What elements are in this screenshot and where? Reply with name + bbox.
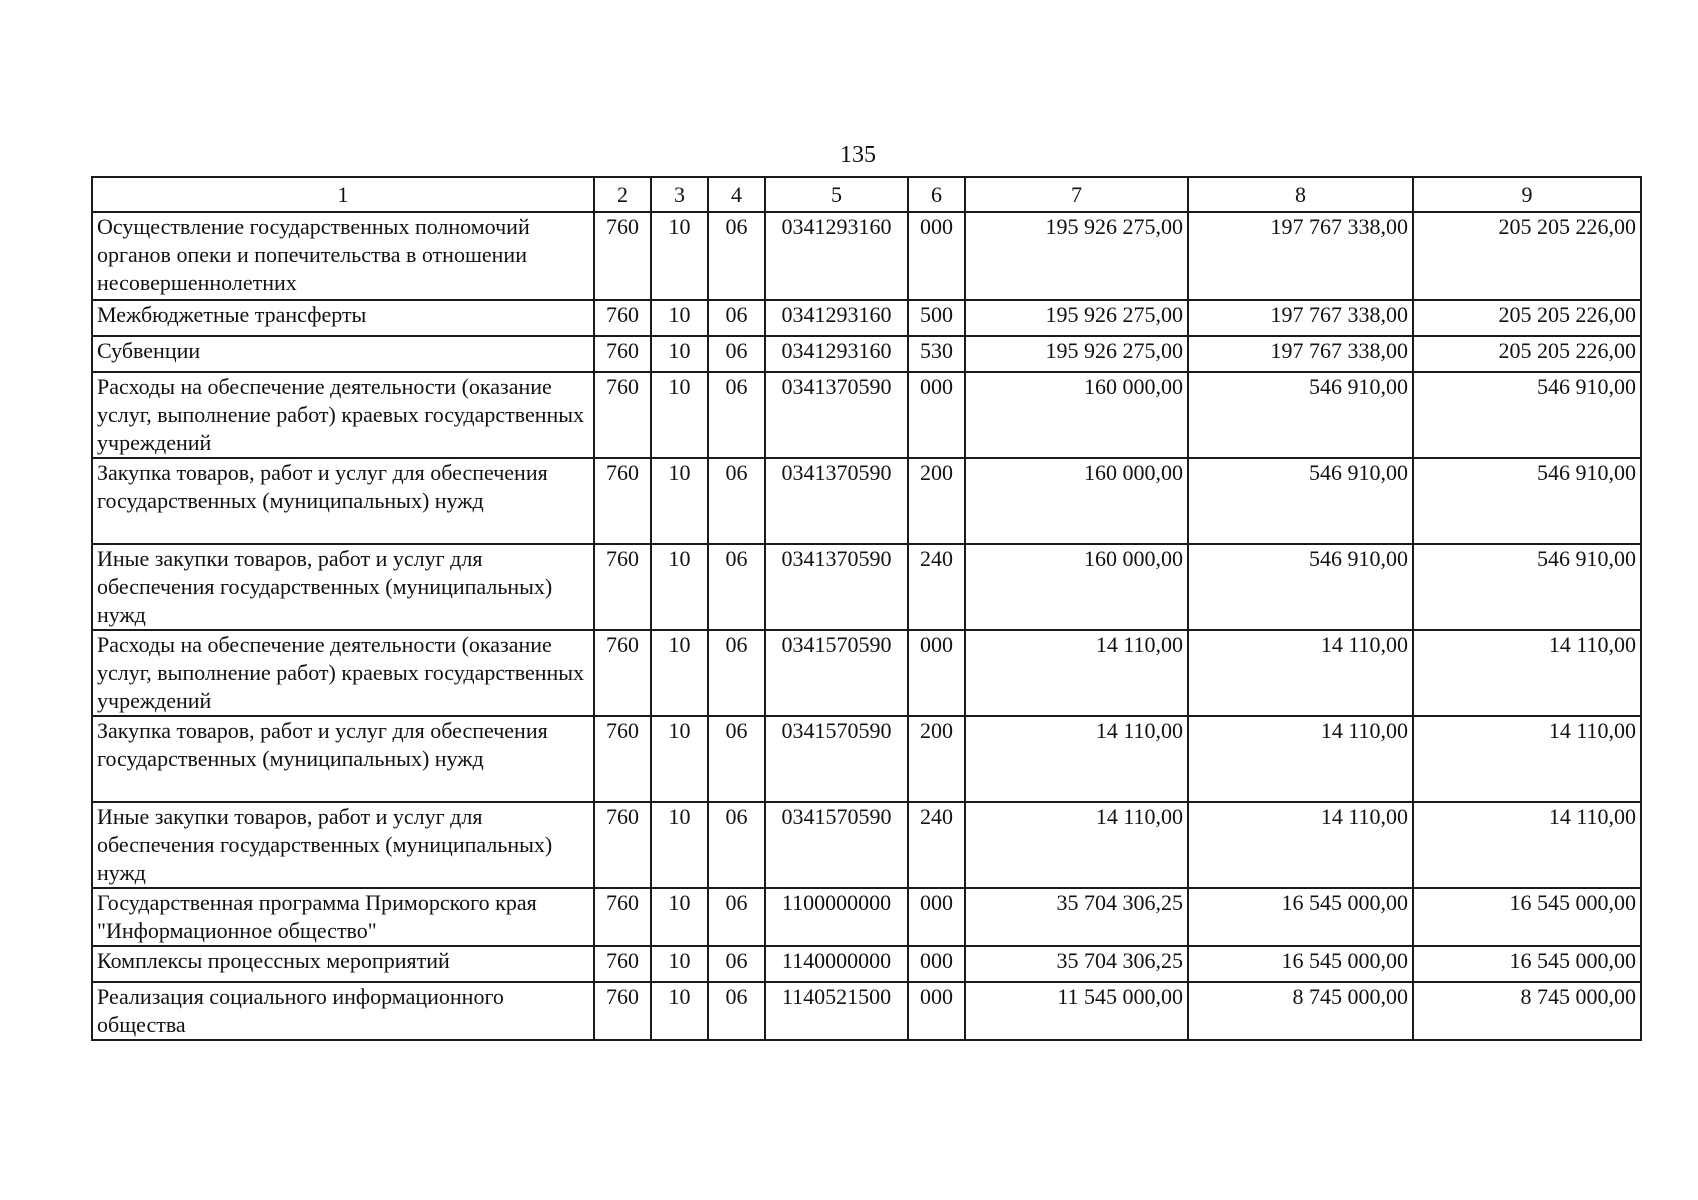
expense-type-code: 200 bbox=[908, 716, 965, 802]
amount-year-1: 195 926 275,00 bbox=[965, 336, 1188, 372]
ministry-code: 760 bbox=[594, 982, 651, 1040]
amount-year-3: 8 745 000,00 bbox=[1413, 982, 1641, 1040]
expense-name: Субвенции bbox=[92, 336, 594, 372]
section-code: 10 bbox=[651, 716, 708, 802]
ministry-code: 760 bbox=[594, 544, 651, 630]
table-row bbox=[92, 458, 1641, 544]
expense-name: Реализация социального информационного общества bbox=[92, 982, 594, 1040]
subsection-code: 06 bbox=[708, 802, 765, 888]
ministry-code: 760 bbox=[594, 946, 651, 982]
column-header: 8 bbox=[1188, 177, 1413, 212]
budget-table bbox=[91, 176, 1642, 1041]
amount-year-3: 14 110,00 bbox=[1413, 630, 1641, 716]
expense-type-code: 530 bbox=[908, 336, 965, 372]
expense-name: Закупка товаров, работ и услуг для обеспечения государственных (муниципальных) нужд bbox=[92, 716, 594, 802]
amount-year-3: 14 110,00 bbox=[1413, 802, 1641, 888]
column-header: 9 bbox=[1413, 177, 1641, 212]
section-code: 10 bbox=[651, 336, 708, 372]
ministry-code: 760 bbox=[594, 336, 651, 372]
ministry-code: 760 bbox=[594, 888, 651, 946]
amount-year-1: 14 110,00 bbox=[965, 630, 1188, 716]
amount-year-2: 546 910,00 bbox=[1188, 544, 1413, 630]
table-row bbox=[92, 802, 1641, 888]
amount-year-2: 197 767 338,00 bbox=[1188, 300, 1413, 336]
table-row bbox=[92, 336, 1641, 372]
section-code: 10 bbox=[651, 458, 708, 544]
expense-type-code: 000 bbox=[908, 372, 965, 458]
target-item-code: 0341570590 bbox=[765, 630, 908, 716]
expense-name: Расходы на обеспечение деятельности (оказание услуг, выполнение работ) краевых государственных учреждений bbox=[92, 372, 594, 458]
target-item-code: 1100000000 bbox=[765, 888, 908, 946]
column-header: 6 bbox=[908, 177, 965, 212]
amount-year-2: 546 910,00 bbox=[1188, 458, 1413, 544]
section-code: 10 bbox=[651, 630, 708, 716]
target-item-code: 0341293160 bbox=[765, 336, 908, 372]
subsection-code: 06 bbox=[708, 458, 765, 544]
amount-year-1: 160 000,00 bbox=[965, 458, 1188, 544]
amount-year-1: 195 926 275,00 bbox=[965, 300, 1188, 336]
table-row bbox=[92, 372, 1641, 458]
expense-type-code: 000 bbox=[908, 946, 965, 982]
expense-name: Осуществление государственных полномочий органов опеки и попечительства в отношении несовершеннолетних bbox=[92, 212, 594, 300]
amount-year-2: 14 110,00 bbox=[1188, 716, 1413, 802]
subsection-code: 06 bbox=[708, 982, 765, 1040]
expense-type-code: 240 bbox=[908, 544, 965, 630]
column-header: 2 bbox=[594, 177, 651, 212]
section-code: 10 bbox=[651, 300, 708, 336]
expense-name: Государственная программа Приморского края "Информационное общество" bbox=[92, 888, 594, 946]
amount-year-1: 195 926 275,00 bbox=[965, 212, 1188, 300]
target-item-code: 0341293160 bbox=[765, 212, 908, 300]
ministry-code: 760 bbox=[594, 716, 651, 802]
expense-type-code: 500 bbox=[908, 300, 965, 336]
subsection-code: 06 bbox=[708, 888, 765, 946]
subsection-code: 06 bbox=[708, 630, 765, 716]
amount-year-3: 205 205 226,00 bbox=[1413, 212, 1641, 300]
subsection-code: 06 bbox=[708, 716, 765, 802]
column-header: 1 bbox=[92, 177, 594, 212]
amount-year-1: 35 704 306,25 bbox=[965, 946, 1188, 982]
subsection-code: 06 bbox=[708, 946, 765, 982]
section-code: 10 bbox=[651, 372, 708, 458]
expense-type-code: 000 bbox=[908, 982, 965, 1040]
table-row bbox=[92, 544, 1641, 630]
amount-year-1: 35 704 306,25 bbox=[965, 888, 1188, 946]
table-row bbox=[92, 300, 1641, 336]
section-code: 10 bbox=[651, 982, 708, 1040]
table-row bbox=[92, 982, 1641, 1040]
amount-year-3: 546 910,00 bbox=[1413, 372, 1641, 458]
column-header: 3 bbox=[651, 177, 708, 212]
table-row bbox=[92, 212, 1641, 300]
section-code: 10 bbox=[651, 544, 708, 630]
table-row bbox=[92, 888, 1641, 946]
subsection-code: 06 bbox=[708, 544, 765, 630]
ministry-code: 760 bbox=[594, 630, 651, 716]
page-number: 135 bbox=[840, 142, 876, 168]
amount-year-1: 160 000,00 bbox=[965, 544, 1188, 630]
column-header: 4 bbox=[708, 177, 765, 212]
amount-year-3: 16 545 000,00 bbox=[1413, 888, 1641, 946]
section-code: 10 bbox=[651, 212, 708, 300]
table-row bbox=[92, 946, 1641, 982]
amount-year-2: 8 745 000,00 bbox=[1188, 982, 1413, 1040]
amount-year-1: 14 110,00 bbox=[965, 716, 1188, 802]
amount-year-1: 11 545 000,00 bbox=[965, 982, 1188, 1040]
amount-year-3: 14 110,00 bbox=[1413, 716, 1641, 802]
subsection-code: 06 bbox=[708, 300, 765, 336]
subsection-code: 06 bbox=[708, 212, 765, 300]
expense-name: Иные закупки товаров, работ и услуг для обеспечения государственных (муниципальных) нужд bbox=[92, 544, 594, 630]
amount-year-2: 14 110,00 bbox=[1188, 802, 1413, 888]
expense-type-code: 240 bbox=[908, 802, 965, 888]
column-header: 5 bbox=[765, 177, 908, 212]
expense-name: Закупка товаров, работ и услуг для обеспечения государственных (муниципальных) нужд bbox=[92, 458, 594, 544]
section-code: 10 bbox=[651, 946, 708, 982]
expense-type-code: 000 bbox=[908, 630, 965, 716]
amount-year-3: 546 910,00 bbox=[1413, 458, 1641, 544]
amount-year-2: 16 545 000,00 bbox=[1188, 888, 1413, 946]
target-item-code: 0341570590 bbox=[765, 802, 908, 888]
target-item-code: 0341293160 bbox=[765, 300, 908, 336]
ministry-code: 760 bbox=[594, 802, 651, 888]
column-header: 7 bbox=[965, 177, 1188, 212]
table-row bbox=[92, 716, 1641, 802]
column-number-row bbox=[92, 177, 1641, 212]
ministry-code: 760 bbox=[594, 300, 651, 336]
amount-year-3: 205 205 226,00 bbox=[1413, 300, 1641, 336]
target-item-code: 0341370590 bbox=[765, 544, 908, 630]
target-item-code: 0341370590 bbox=[765, 458, 908, 544]
amount-year-2: 16 545 000,00 bbox=[1188, 946, 1413, 982]
amount-year-3: 205 205 226,00 bbox=[1413, 336, 1641, 372]
amount-year-2: 546 910,00 bbox=[1188, 372, 1413, 458]
subsection-code: 06 bbox=[708, 372, 765, 458]
subsection-code: 06 bbox=[708, 336, 765, 372]
target-item-code: 1140000000 bbox=[765, 946, 908, 982]
amount-year-1: 14 110,00 bbox=[965, 802, 1188, 888]
target-item-code: 0341370590 bbox=[765, 372, 908, 458]
amount-year-3: 546 910,00 bbox=[1413, 544, 1641, 630]
amount-year-3: 16 545 000,00 bbox=[1413, 946, 1641, 982]
amount-year-2: 197 767 338,00 bbox=[1188, 212, 1413, 300]
target-item-code: 0341570590 bbox=[765, 716, 908, 802]
amount-year-1: 160 000,00 bbox=[965, 372, 1188, 458]
expense-name: Межбюджетные трансферты bbox=[92, 300, 594, 336]
expense-name: Расходы на обеспечение деятельности (оказание услуг, выполнение работ) краевых государственных учреждений bbox=[92, 630, 594, 716]
amount-year-2: 14 110,00 bbox=[1188, 630, 1413, 716]
amount-year-2: 197 767 338,00 bbox=[1188, 336, 1413, 372]
ministry-code: 760 bbox=[594, 372, 651, 458]
expense-type-code: 000 bbox=[908, 888, 965, 946]
target-item-code: 1140521500 bbox=[765, 982, 908, 1040]
ministry-code: 760 bbox=[594, 458, 651, 544]
expense-type-code: 200 bbox=[908, 458, 965, 544]
table-row bbox=[92, 630, 1641, 716]
section-code: 10 bbox=[651, 802, 708, 888]
ministry-code: 760 bbox=[594, 212, 651, 300]
expense-name: Комплексы процессных мероприятий bbox=[92, 946, 594, 982]
section-code: 10 bbox=[651, 888, 708, 946]
expense-name: Иные закупки товаров, работ и услуг для обеспечения государственных (муниципальных) нужд bbox=[92, 802, 594, 888]
expense-type-code: 000 bbox=[908, 212, 965, 300]
